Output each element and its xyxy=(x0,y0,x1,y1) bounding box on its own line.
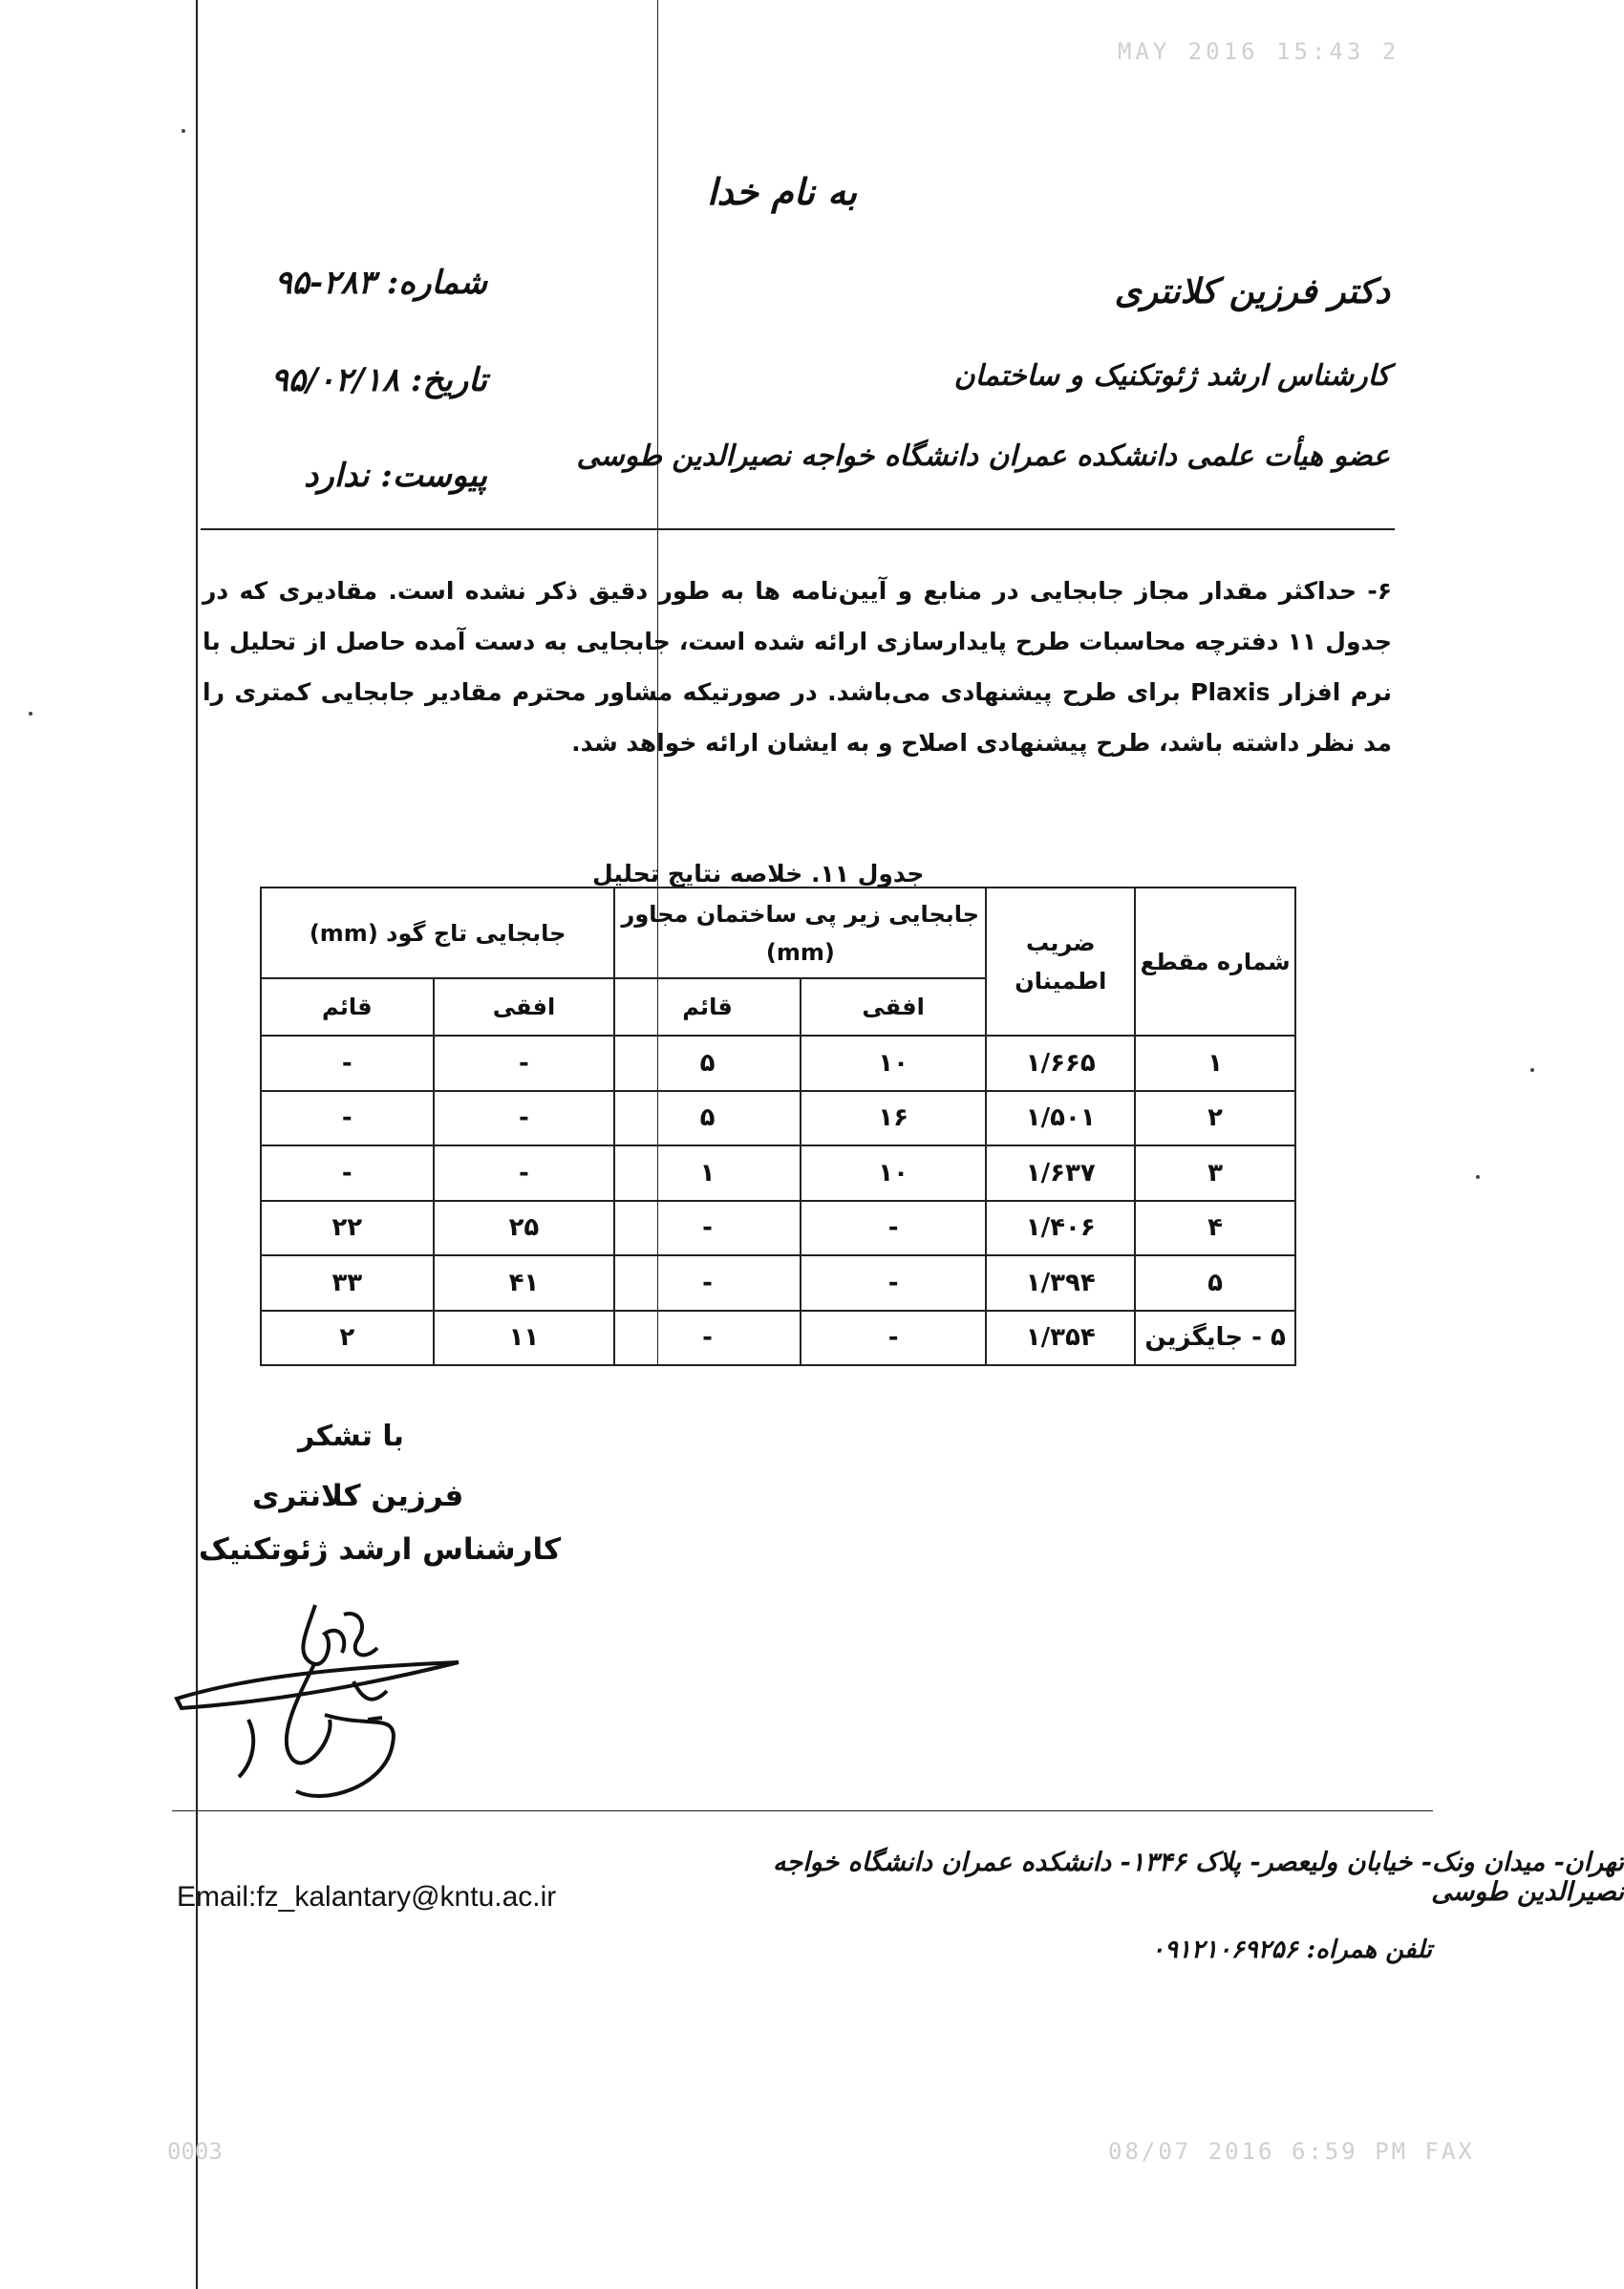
cell-section: ۱ xyxy=(1135,1036,1295,1091)
cell-section: ۵ - جایگزین xyxy=(1135,1311,1295,1366)
cell-crest-horizontal: - xyxy=(434,1091,615,1146)
subheader-horizontal: افقی xyxy=(801,978,987,1036)
cell-crest-vertical: ۲ xyxy=(261,1311,434,1366)
cell-section: ۵ xyxy=(1135,1255,1295,1311)
scan-vertical-line xyxy=(196,0,198,2289)
sender-affiliation: عضو هیأت علمی دانشکده عمران دانشگاه خواجه نصیرالدین طوسی xyxy=(576,439,1390,473)
cell-crest-vertical: - xyxy=(261,1145,434,1201)
letter-attachment: پیوست: ندارد xyxy=(304,457,487,495)
scan-speck xyxy=(29,712,32,716)
cell-adjacent-horizontal: - xyxy=(801,1201,987,1256)
scan-speck xyxy=(182,129,185,133)
cell-safety-factor: ۱/۳۹۴ xyxy=(986,1255,1135,1311)
cell-safety-factor: ۱/۶۳۷ xyxy=(986,1145,1135,1201)
cell-adjacent-horizontal: ۱۰ xyxy=(801,1145,987,1201)
sender-name: دکتر فرزین کلانتری xyxy=(1114,271,1390,311)
scan-speck xyxy=(1530,1068,1534,1072)
table-header-row xyxy=(261,888,1295,978)
footer-email: Email:fz_kalantary@kntu.ac.ir xyxy=(177,1881,557,1913)
cell-crest-horizontal: ۴۱ xyxy=(434,1255,615,1311)
scan-speck xyxy=(1476,1175,1480,1179)
header-safety-factor: ضریب اطمینان xyxy=(986,888,1135,1036)
cell-crest-horizontal: ۲۵ xyxy=(434,1201,615,1256)
body-paragraph: ۶- حداکثر مقدار مجاز جابجایی در منابع و آیین‌نامه ها به طور دقیق ذکر نشده است. مقادیری که در جدول ۱۱ دفترچه محاسبات طرح پایدارسازی ارائه شده است، جابجایی به دست آمده حاصل از تحلیل با نرم افزار Plaxis برای طرح پیشنهادی می‌باشد. در صورتیکه مشاور محترم مقادیر جابجایی کمتری را مد نظر داشته باشد، طرح پیشنهادی اصلاح و به ایشان ارائه خواهد شد. xyxy=(203,577,1392,757)
results-table xyxy=(260,887,1296,1366)
fax-footer-line: 08/07 2016 6:59 PM FAX xyxy=(1108,2138,1475,2165)
header-crest-displacement: جابجایی تاج گود (mm) xyxy=(261,888,614,978)
letter-date: تاریخ: ۹۵/۰۲/۱۸ xyxy=(270,361,487,399)
subheader-vertical: قائم xyxy=(261,978,434,1036)
cell-safety-factor: ۱/۴۰۶ xyxy=(986,1201,1135,1256)
cell-adjacent-horizontal: - xyxy=(801,1311,987,1366)
fax-header: MAY 2016 15:43 2 xyxy=(1118,38,1400,65)
cell-adjacent-horizontal: ۱۶ xyxy=(801,1091,987,1146)
table-row xyxy=(261,1091,1295,1146)
signature-image xyxy=(172,1595,516,1815)
cell-adjacent-vertical: - xyxy=(614,1255,801,1311)
closing-thanks: با تشکر xyxy=(298,1420,404,1453)
header-section: شماره مقطع xyxy=(1135,888,1295,1036)
cell-adjacent-vertical: ۵ xyxy=(614,1091,801,1146)
cell-crest-horizontal: - xyxy=(434,1145,615,1201)
table-row xyxy=(261,1201,1295,1256)
cell-crest-vertical: ۲۲ xyxy=(261,1201,434,1256)
table-caption: جدول ۱۱. خلاصه نتایج تحلیل xyxy=(592,860,925,888)
closing-title: کارشناس ارشد ژئوتکنیک xyxy=(199,1532,562,1567)
table-row xyxy=(261,1311,1295,1366)
header-divider xyxy=(201,528,1395,530)
cell-adjacent-horizontal: - xyxy=(801,1255,987,1311)
subheader-vertical: قائم xyxy=(614,978,801,1036)
cell-crest-horizontal: - xyxy=(434,1036,615,1091)
cell-crest-vertical: - xyxy=(261,1091,434,1146)
footer-phone: تلفن همراه: ۰۹۱۲۱۰۶۹۲۵۶ xyxy=(1151,1936,1433,1964)
fax-page-counter: 0003 xyxy=(167,2138,223,2165)
cell-safety-factor: ۱/۶۶۵ xyxy=(986,1036,1135,1091)
table-row xyxy=(261,1145,1295,1201)
closing-name: فرزین کلانتری xyxy=(252,1479,464,1513)
cell-crest-vertical: - xyxy=(261,1036,434,1091)
table-row xyxy=(261,1255,1295,1311)
cell-safety-factor: ۱/۳۵۴ xyxy=(986,1311,1135,1366)
sender-title: کارشناس ارشد ژئوتکنیک و ساختمان xyxy=(953,359,1390,393)
cell-section: ۲ xyxy=(1135,1091,1295,1146)
cell-adjacent-vertical: ۱ xyxy=(614,1145,801,1201)
cell-safety-factor: ۱/۵۰۱ xyxy=(986,1091,1135,1146)
footer-address: تهران- میدان ونک- خیابان ولیعصر- پلاک ۱۳۴۶- دانشکده عمران دانشگاه خواجه نصیرالدین طوسی xyxy=(772,1848,1624,1907)
cell-adjacent-vertical: ۵ xyxy=(614,1036,801,1091)
basmala: به نام خدا xyxy=(707,170,858,213)
letter-number: شماره: ۲۸۳-۹۵ xyxy=(274,264,487,302)
cell-section: ۴ xyxy=(1135,1201,1295,1256)
cell-adjacent-horizontal: ۱۰ xyxy=(801,1036,987,1091)
cell-adjacent-vertical: - xyxy=(614,1201,801,1256)
subheader-horizontal: افقی xyxy=(434,978,615,1036)
header-adjacent-displacement: جابجایی زیر پی ساختمان مجاور (mm) xyxy=(614,888,986,978)
cell-section: ۳ xyxy=(1135,1145,1295,1201)
table-row xyxy=(261,1036,1295,1091)
cell-crest-vertical: ۳۳ xyxy=(261,1255,434,1311)
cell-adjacent-vertical: - xyxy=(614,1311,801,1366)
cell-crest-horizontal: ۱۱ xyxy=(434,1311,615,1366)
